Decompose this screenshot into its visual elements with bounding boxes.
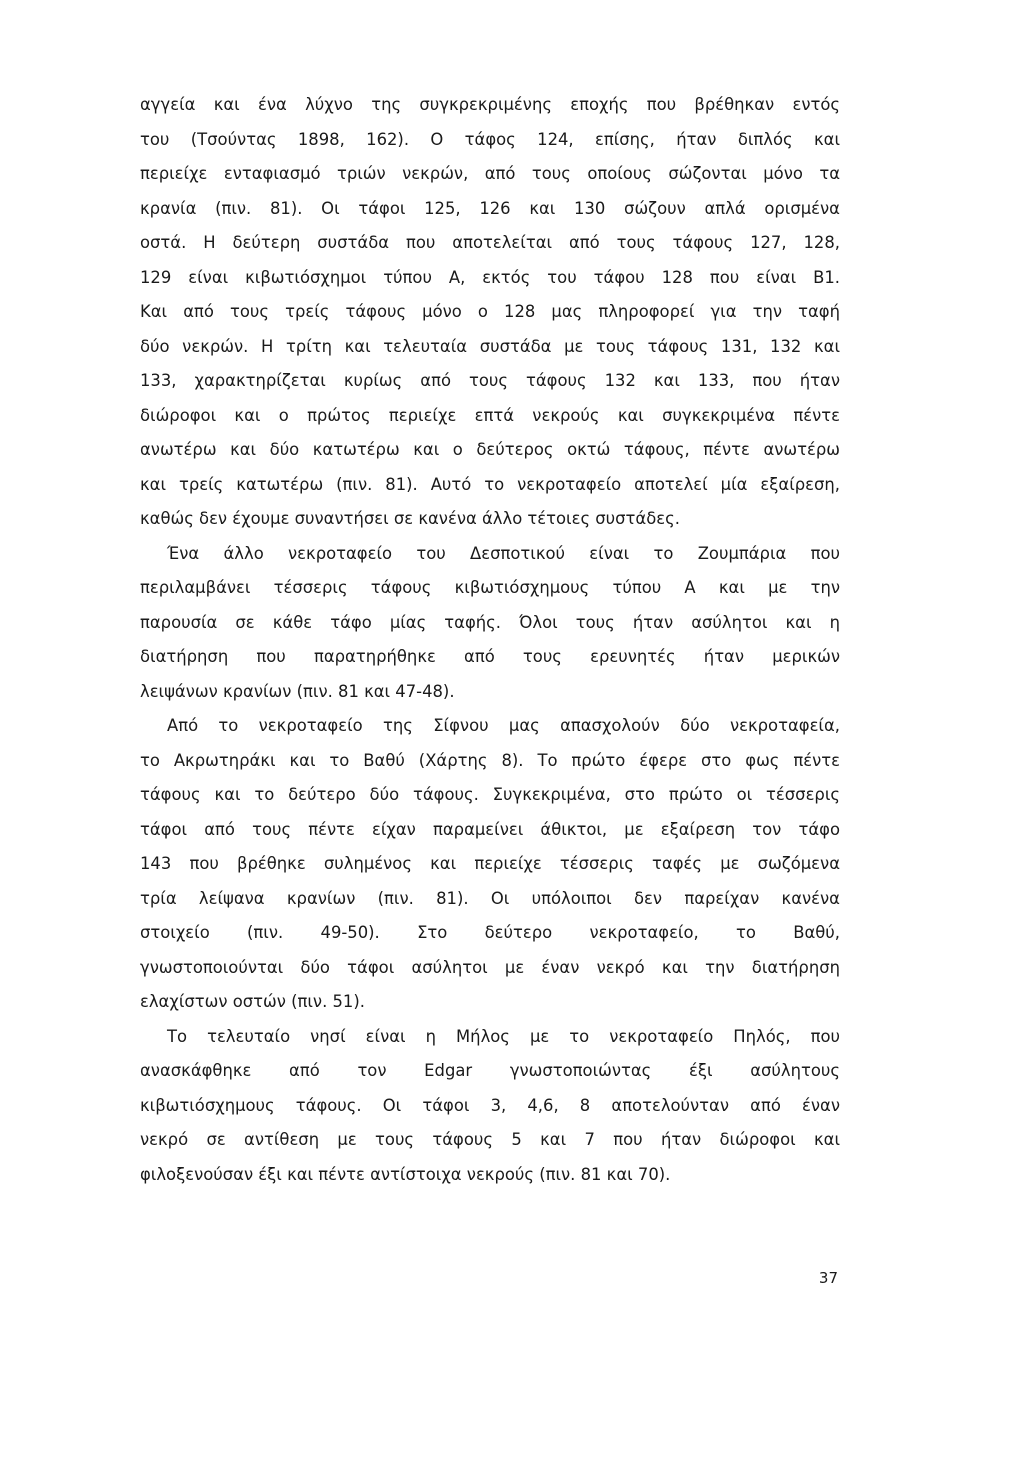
- text-line: διώροφοι και ο πρώτος περιείχε επτά νεκρούς και συγκεκριμένα πέντε: [140, 405, 840, 425]
- text-line: Ένα άλλο νεκροταφείο του Δεσποτικού είναι το Ζουμπάρια που: [167, 543, 840, 563]
- text-line: νεκρό σε αντίθεση με τους τάφους 5 και 7 που ήταν διώροφοι και: [140, 1130, 840, 1149]
- body-text: [140, 88, 840, 1192]
- text-line: περιλαμβάνει τέσσερις τάφους κιβωτιόσχημους τύπου Α και με την: [140, 578, 840, 597]
- text-line: δύο νεκρών. Η τρίτη και τελευταία συστάδα με τους τάφους 131, 132 και: [140, 336, 840, 356]
- page-number: 37: [818, 1269, 838, 1287]
- text-line: και τρείς κατωτέρω (πιν. 81). Αυτό το νεκροταφείο αποτελεί μία εξαίρεση,: [140, 474, 840, 494]
- text-line: αγγεία και ένα λύχνο της συγκρεκριμένης εποχής που βρέθηκαν εντός: [140, 95, 840, 114]
- text-line: Από το νεκροταφείο της Σίφνου μας απασχολούν δύο νεκροταφεία,: [167, 716, 840, 735]
- text-line: 143 που βρέθηκε συλημένος και περιείχε τέσσερις ταφές με σωζόμενα: [140, 854, 840, 873]
- text-line: στοιχείο (πιν. 49-50). Στο δεύτερο νεκροταφείο, το Βαθύ,: [140, 923, 840, 942]
- text-line: το Ακρωτηράκι και το Βαθύ (Χάρτης 8). Το πρώτο έφερε στο φως πέντε: [140, 750, 840, 770]
- text-line: φιλοξενούσαν έξι και πέντε αντίστοιχα νεκρούς (πιν. 81 και 70).: [140, 1164, 671, 1184]
- text-line: γνωστοποιούνται δύο τάφοι ασύλητοι με έναν νεκρό και την διατήρηση: [140, 957, 840, 977]
- text-line: Το τελευταίο νησί είναι η Μήλος με το νεκροταφείο Πηλός, που: [167, 1026, 840, 1046]
- text-line: περιείχε ενταφιασμό τριών νεκρών, από τους οποίους σώζονται μόνο τα: [140, 164, 840, 183]
- text-line: τάφους και το δεύτερο δύο τάφους. Συγκεκριμένα, στο πρώτο οι τέσσερις: [140, 785, 840, 804]
- text-line: ελαχίστων οστών (πιν. 51).: [140, 992, 365, 1011]
- text-line: κιβωτιόσχημους τάφους. Οι τάφοι 3, 4,6, 8 αποτελούνταν από έναν: [140, 1095, 840, 1115]
- paragraph: [140, 709, 840, 1020]
- paragraph: [140, 537, 840, 710]
- paragraph: [140, 88, 840, 537]
- text-line: οστά. Η δεύτερη συστάδα που αποτελείται από τους τάφους 127, 128,: [140, 233, 840, 252]
- text-line: ανωτέρω και δύο κατωτέρω και ο δεύτερος οκτώ τάφους, πέντε ανωτέρω: [140, 440, 840, 459]
- text-line: παρουσία σε κάθε τάφο μίας ταφής. Όλοι τους ήταν ασύλητοι και η: [140, 612, 840, 632]
- text-line: διατήρηση που παρατηρήθηκε από τους ερευνητές ήταν μερικών: [140, 647, 840, 666]
- text-line: λειψάνων κρανίων (πιν. 81 και 47-48).: [140, 681, 455, 701]
- text-line: ανασκάφθηκε από τον Edgar γνωστοποιώντας έξι ασύλητους: [140, 1061, 840, 1080]
- text-line: 133, χαρακτηρίζεται κυρίως από τους τάφους 132 και 133, που ήταν: [140, 371, 840, 390]
- text-line: τρία λείψανα κρανίων (πιν. 81). Οι υπόλοιποι δεν παρείχαν κανένα: [140, 888, 840, 908]
- text-line: Και από τους τρείς τάφους μόνο ο 128 μας πληροφορεί για την ταφή: [140, 302, 840, 321]
- paragraph: [140, 1020, 840, 1193]
- text-line: τάφοι από τους πέντε είχαν παραμείνει άθικτοι, με εξαίρεση τον τάφο: [140, 819, 840, 839]
- text-line: κρανία (πιν. 81). Οι τάφοι 125, 126 και 130 σώζουν απλά ορισμένα: [140, 198, 840, 218]
- text-line: 129 είναι κιβωτιόσχημοι τύπου Α, εκτός του τάφου 128 που είναι Β1.: [140, 267, 840, 287]
- text-line: του (Τσούντας 1898, 162). Ο τάφος 124, επίσης, ήταν διπλός και: [140, 129, 840, 149]
- text-line: καθώς δεν έχουμε συναντήσει σε κανένα άλλο τέτοιες συστάδες.: [140, 509, 680, 528]
